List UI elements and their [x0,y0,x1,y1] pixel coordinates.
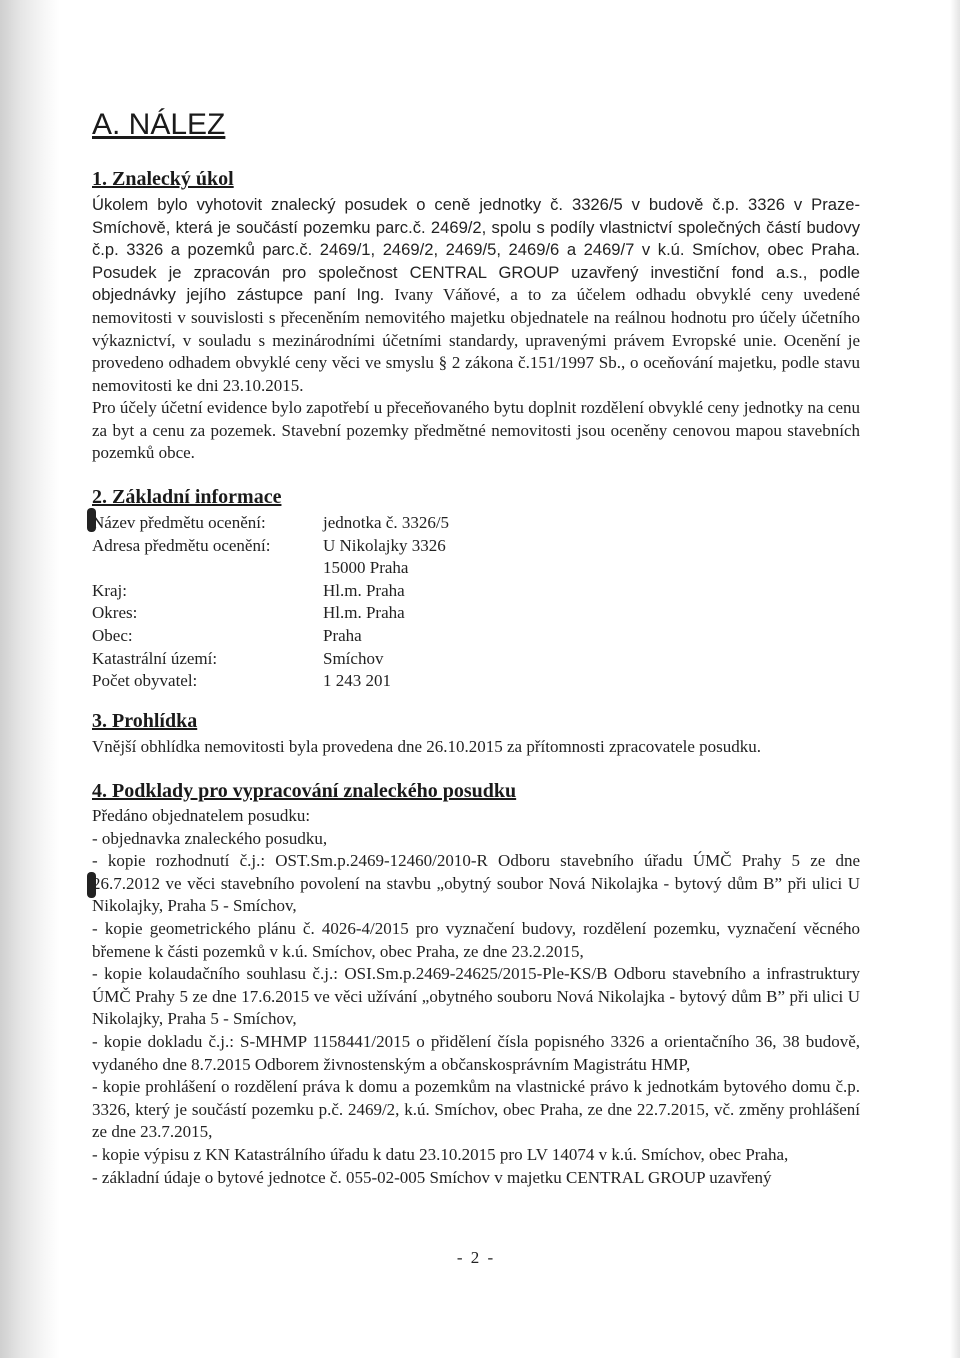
field-value: Hl.m. Praha [323,581,405,600]
list-item: - základní údaje o bytové jednotce č. 055-02-005 Smíchov v majetku CENTRAL GROUP uzavřený [92,1167,772,1187]
page-number: - 2 - [456,1248,496,1267]
section-3-text: Vnější obhlídka nemovitosti byla provedena dne 26.10.2015 za přítomnosti zpracovatele posudku. [92,737,761,756]
list-item: - kopie dokladu č.j.: S-MHMP 1158441/2015 o přidělení čísla popisného 3326 a orientačního 36, 38 budově, vydaného dne 8.7.2015 Odborem živnostenským a občanskosprávním Magistrátu HMP, [92,1031,860,1074]
section-heading-2: 2. Základní informace [92,486,282,508]
field-label: Katastrální území: [92,649,218,668]
field-label: Okres: [92,603,138,622]
field-value: 1 243 201 [323,671,391,690]
documents-list [92,805,860,1189]
section-1-intro-serif: Ivany Váňové, a to za účelem odhadu obvyklé ceny uvedené nemovitosti v souvislosti s přeceněním nemovitého majetku objednatele na reálnou hodnotu pro účely účetního výkaznictví, v souladu s mezinárodními účetními standardy, upravenými právem Evropské unie. Ocenění je provedeno odhadem obvyklé ceny věci ve smyslu § 2 zákona č.151/1997 Sb., o oceňování majetku, podle stavu nemovitosti ke dni 23.10.2015. [92,285,861,395]
list-item: - kopie prohlášení o rozdělení práva k domu a pozemkům na vlastnické právo k jednotkám bytového domu č.p. 3326, který je součástí pozemku p.č. 2469/2, k.ú. Smíchov, obec Praha, ze dne 22.7.2015, vč. změny prohlášení ze dne 23.7.2015, [92,1077,860,1142]
field-label: Název předmětu ocenění: [92,513,266,532]
field-value: jednotka č. 3326/5 [323,513,450,532]
section-1-paragraph-2: Pro účely účetní evidence bylo zapotřebí u přeceňovaného bytu doplnit rozdělení obvyklé ceny jednotky na cenu za byt a cenu za pozemek. Stavební pozemky předmětné nemovitosti jsou oceněny cenovou mapou stavebních pozemků obce. [92,398,860,463]
document-title: A. NÁLEZ [92,108,226,141]
field-value: Smíchov [323,649,384,668]
scan-edge-shadow [0,0,60,1358]
list-item: - kopie kolaudačního souhlasu č.j.: OSI.Sm.p.2469-24625/2015-Ple-KS/B Odboru stavebního a infrastruktury ÚMČ Prahy 5 ze dne 17.6.2015 ve věci užívání „obytného souboru Nová Nikolajka - bytový dům B” při ulici U Nikolajky, Praha 5 - Smíchov, [92,964,860,1029]
field-value: Hl.m. Praha [323,603,405,622]
section-heading-4: 4. Podklady pro vypracování znaleckého posudku [92,780,517,802]
section-heading-3: 3. Prohlídka [92,710,198,732]
field-value: Praha [323,626,362,645]
field-label: Adresa předmětu ocenění: [92,536,271,555]
list-item: - kopie výpisu z KN Katastrálního úřadu k datu 23.10.2015 pro LV 14074 v k.ú. Smíchov, obec Praha, [92,1144,789,1164]
section-heading-1: 1. Znalecký úkol [92,168,234,190]
section-1-intro-sans: Úkolem bylo vyhotovit znalecký posudek o ceně jednotky č. 3326/5 v budově č.p. 3326 v Praze-Smíchově, která je součástí pozemku parc.č. 2469/2, spolu s podíly vlastnictví společných částí budovy č.p. 3326 a pozemků parc.č. 2469/1, 2469/2, 2469/5, 2469/6 a 2469/7 v k.ú. Smíchov, obec Praha. Posudek je zpracován pro společnost CENTRAL GROUP uzavřený investiční fond a.s., podle objednávky jejího zástupce paní Ing. [92,195,860,305]
section-1-paragraph [92,194,860,397]
list-item: - kopie geometrického plánu č. 4026-4/2015 pro vyznačení budovy, rozdělení pozemku, vyznačení věcného břemene k části pozemků v k.ú. Smíchov, obec Praha, ze dne 23.2.2015, [92,918,860,961]
field-value: U Nikolajky 3326 [323,536,446,555]
field-label: Kraj: [92,581,127,600]
field-label: Obec: [92,626,133,645]
scan-edge-shadow-right [950,0,960,1358]
field-value-line2: 15000 Praha [323,558,409,577]
list-item: Předáno objednatelem posudku: [92,806,311,825]
list-item: - kopie rozhodnutí č.j.: OST.Sm.p.2469-12460/2010-R Odboru stavebního úřadu ÚMČ Prahy 5 ze dne 26.7.2012 ve věci stavebního povolení na stavbu „obytný soubor Nová Nikolajka - bytový dům B” při ulici U Nikolajky, Praha 5 - Smíchov, [92,851,860,916]
list-item: - objednavka znaleckého posudku, [92,828,328,848]
field-label: Počet obyvatel: [92,671,198,690]
